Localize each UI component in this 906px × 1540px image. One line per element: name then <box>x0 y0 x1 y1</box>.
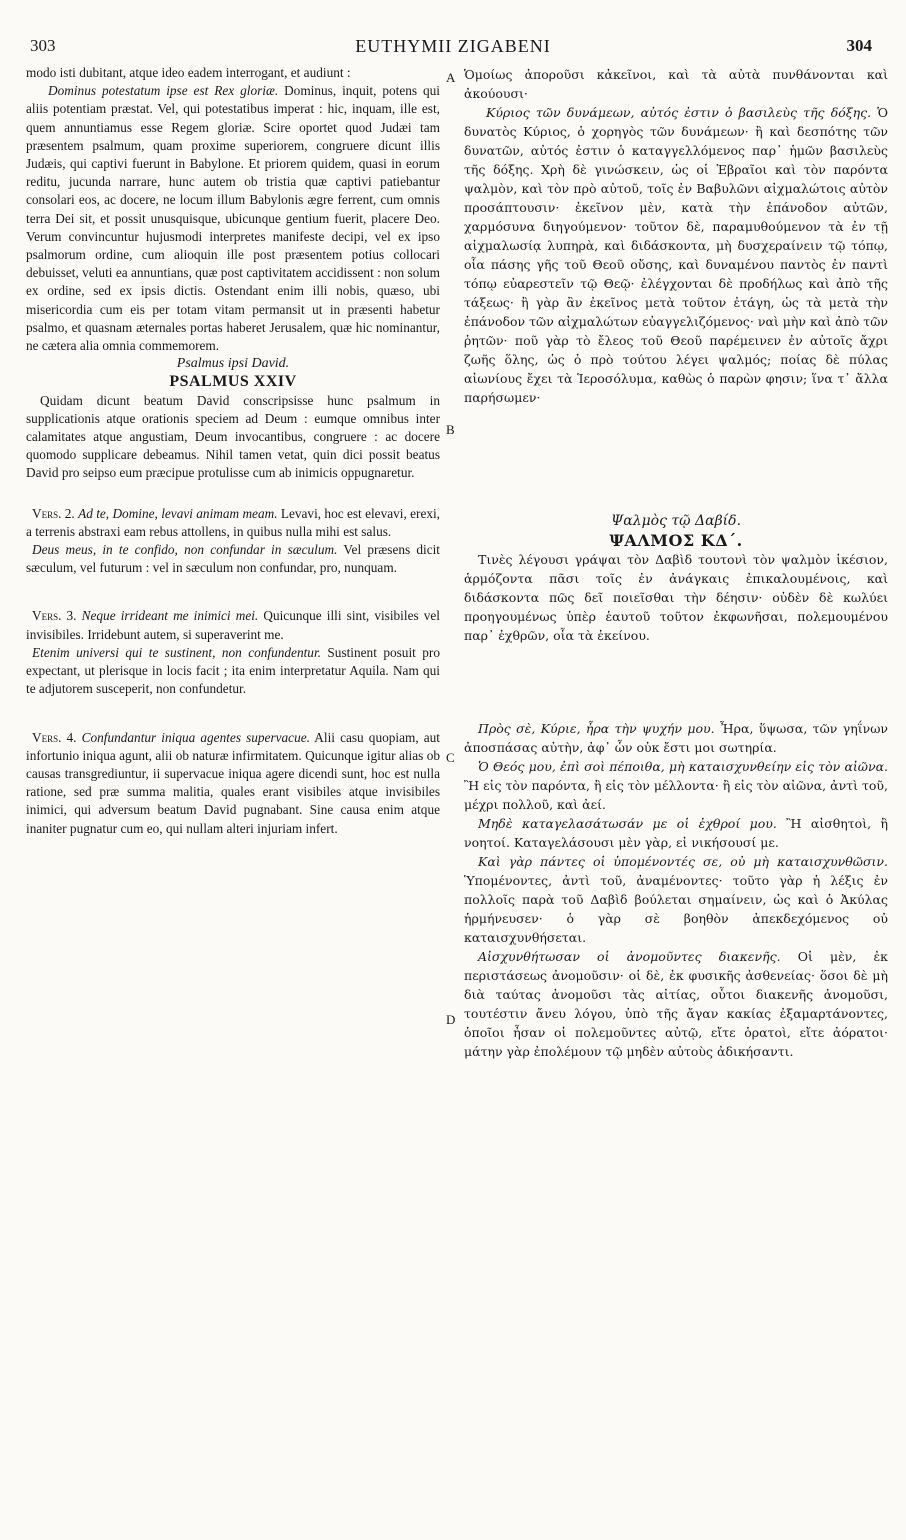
latin-commentary: Dominus, inquit, potens qui aliis potentiam præstat. Vel, qui potestatibus imperat : hic, inquam, ille est, quem annuntiamus esse Regem gloriæ. Scire oportet quod Judæi tam præsentem psalmum, quam proxime superiorem, congruere dicunt illis Judæis, qui captivi fuerunt in Babylone. Et priorem quidem, quasi in eorum reditu, jucunda narrare, hunc autem ob tristia quæ captivi patiebantur consolari eos, ac docere, ne locum illum Babylonis ægre ferrent, cum omnis terra Dei sit, et possit unusquisque, ubicunque gentium fuerit, placere Deo. Verum convincuntur hujusmodi interpretes manifeste decipi, vel ex ipso psalmorum ordine, cum alioquin ille post præsentem potius collocari debuisset, veluti ea annuntians, quæ post captivitatem accidissent : non solum ex ordine, sed ex ipsis dictis. Ostendant enim illi nobis, quæso, ubi misericordia cum eis per totam vitam permansit ut in præsenti habetur psalmo, et quasnam æternales portas haberet Jerusalem, quæ hic nominantur, ne cætera alia omnia commemorem. <box>26 83 440 354</box>
greek-commentary: Ὁ δυνατὸς Κύριος, ὁ χορηγὸς τῶν δυνάμεων· ἢ καὶ δεσπότης τῶν δυνατῶν, αὐτός ἐστιν ὁ καταγγελλόμενος παρ᾽ ἡμῶν βασιλεὺς τῆς δόξης. Χρὴ δὲ γινώσκειν, ὡς οἱ Ἑβραῖοι καὶ τὸν παρόντα ψαλμὸν, καὶ τὸν πρὸ αὐτοῦ, τοῖς ἐν Βαβυλῶνι αἰχμαλώτοις αὐτὸν προσάπτουσιν· ἐκεῖνον μὲν, κατὰ τὴν ἐπάνοδον αὐτῶν, χαρμόσυνα διηγούμενον· τοῦτον δὲ, παραμυθούμενον τὰ ἐν τῇ αἰχμαλωσίᾳ λυπηρὰ, καὶ διδάσκοντα, μὴ δυσχεραίνειν τῷ τόπῳ, οἷα πάσης γῆς τοῦ Θεοῦ οὔσης, καὶ δυναμένου παντὸς ἐν παντὶ τόπῳ εὐαρεστεῖν τῷ Θεῷ· ἐλέγχονται δὲ προδήλως καὶ ἀπὸ τῆς τάξεως· ἢ γὰρ ἂν ἐκεῖνος μετὰ τοῦτον ἐτάγη, ὡς τὰ μετὰ τὴν ἐπάνοδον τῶν αἰχμαλώτων εὐαγγελιζόμενος· ναὶ μὴν καὶ ἀπὸ τῶν ῥητῶν· ποῦ γὰρ τὸ ἔλεος τοῦ Θεοῦ παρέμεινεν ἐν αὐτοῖς ἄχρι ζωῆς ὅλης, ὡς ὁ πρὸ τούτου λέγει ψαλμός; ποίας δὲ πύλας αἰωνίους ἔχει τὰ Ἱεροσόλυμα, καθὼς ὁ παρὼν φησιν; ἵνα τ᾽ ἄλλα παρήσωμεν· <box>464 105 888 405</box>
latin-verse-lead: Neque irrideant me inimici mei. <box>81 608 259 624</box>
latin-verse-lead: Confundantur iniqua agentes supervacue. <box>81 729 310 745</box>
greek-commentary: Ὑπομένοντες, ἀντὶ τοῦ, ἀναμένοντες· τοῦτο γὰρ ἡ λέξις ἐν πολλοῖς παρὰ τοῦ Δαβὶδ βούλεται σημαίνειν, ὡς καὶ ὁ Ἀκύλας ἡρμήνευσεν· ὁ γὰρ σὲ βοηθὸν ἀπεκδεχόμενος οὐ καταισχυνθήσεται. <box>464 873 888 945</box>
greek-verse-3b <box>464 852 888 947</box>
latin-verse-lead: Dominus potestatum ipse est Rex gloriæ. <box>48 83 279 99</box>
latin-psalm-title: Psalmus ipsi David. <box>176 356 290 372</box>
greek-intro: Ὁμοίως ἀποροῦσι κἀκεῖνοι, καὶ τὰ αὐτὰ πυνθάνονται καὶ ἀκούουσι· <box>464 67 888 101</box>
latin-column <box>26 64 440 838</box>
greek-verse-4 <box>464 947 888 1061</box>
greek-commentary: Ἢ εἰς τὸν παρόντα, ἢ εἰς τὸν μέλλοντα· ἢ εἰς τὸν αἰῶνα, ἀντὶ τοῦ, μέχρι πολλοῦ, καὶ ἀεί. <box>464 778 888 812</box>
latin-verse-lead: Etenim universi qui te sustinent, non confundentur. <box>32 644 321 660</box>
latin-verse-lead: Deus meus, in te confido, non confundar in sæculum. <box>32 542 338 558</box>
latin-intro: modo isti dubitant, atque ideo eadem interrogant, et audiunt : <box>26 65 351 80</box>
greek-intro-2: Τινὲς λέγουσι γράψαι τὸν Δαβὶδ τουτονὶ τὸν ψαλμὸν ἱκέσιον, ἁρμόζοντα πᾶσι τοῖς ἐν ἀνάγκαις ἐπικαλουμένοις, καὶ διδάσκοντα πῶς δεῖ ποιεῖσθαι τὴν δέησιν· οὐδὲν δὲ κωλύει προηγουμένως ὑπὲρ ἑαυτοῦ τοῦτον ἐκφωνῆσαι, πολεμουμένου παρ᾽ ἐχθρῶν, οἷα τὰ ἐκείνου. <box>464 552 888 643</box>
margin-letter-c: C <box>446 750 455 765</box>
greek-verse-lead: Ὁ Θεός μου, ἐπὶ σοὶ πέποιθα, μὴ καταισχυνθείην εἰς τὸν αἰῶνα. <box>478 759 888 774</box>
greek-paragraph-1 <box>464 103 888 407</box>
latin-commentary: Vel præsens dicit sæculum, vel futurum : vel in sæculum non confundar, pro, nunquam. <box>26 542 440 576</box>
latin-commentary: Sustinent posuit pro expectant, ut plerisque in locis facit ; ita enim interpretatur Aquila. Nam qui te adjutorem susceperit, non confundetur. <box>26 644 440 697</box>
latin-commentary: Alii casu quopiam, aut infortunio iniqua agunt, alii ob naturæ infirmitatem. Quicunque igitur alias ob causas transgrediuntur, ii supervacue iniqua agere dicendi sunt, hoc est nulla ratione, sed præ summa malitia, quales erant visibiles atque invisibiles inimici, qui adversum beatum David pugnabant. Sine causa enim atque inaniter pugnatur cum eo, qui nullam alteri injuriam infert. <box>26 729 440 836</box>
latin-commentary: Levavi, hoc est elevavi, erexi, a terrenis abstraxi eam rebus attollens, in quibus nulla mihi est salus. <box>26 505 441 539</box>
latin-verse-3 <box>26 607 440 643</box>
greek-commentary: Ἢ αἰσθητοὶ, ἢ νοητοί. Καταγελάσουσι μὲν γὰρ, εἰ νικήσουσί με. <box>464 816 888 850</box>
greek-commentary: Οἱ μὲν, ἐκ περιστάσεως ἀνομοῦσιν· οἱ δὲ, ἐκ φυσικῆς ἀσθενείας· ὅσοι δὲ μὴ διὰ ταύτας ἀνομοῦσι τὰς αἰτίας, οὗτοι διακενῆς ἀνομοῦσι, τουτέστιν ἄνευ λόγου, ὑπὸ τῆς ἄγαν κακίας ἐξαμαρτάνοντες, ὁποῖοι ἦσαν οἱ πολεμοῦντες αὐτῷ, εἴτε ὁρατοὶ, εἴτε ἀόρατοι· μάτην γὰρ ἐπολέμουν τῷ μηδὲν αὐτοὺς ἀδικήσαντι. <box>464 949 888 1059</box>
margin-letter-a: A <box>446 70 456 85</box>
latin-intro-2: Quidam dicunt beatum David conscripsisse hunc psalmum in supplicationis atque orationis speciem ad Deum : eumque omnibus inter calamitates atque angustiam, Deum invocantibus, congruere : ac docere quomodo supplicare debeamus. Nihil tamen vetat, quin dici possit beatus David pro seipso eum præcipue protulisse cum ab inimicis oppugnaretur. <box>26 392 440 481</box>
latin-verse-3b <box>26 644 440 699</box>
latin-verse-label: Vers. 2. <box>32 505 75 521</box>
page-number-left: 303 <box>30 36 56 55</box>
greek-verse-lead: Καὶ γὰρ πάντες οἱ ὑπομένοντές σε, οὐ μὴ καταισχυνθῶσιν. <box>478 854 888 869</box>
latin-verse-lead: Ad te, Domine, levavi animam meam. <box>78 505 278 521</box>
greek-verse-2 <box>464 719 888 757</box>
latin-verse-label: Vers. 3. <box>32 608 77 624</box>
running-title: EUTHYMII ZIGABENI <box>355 36 551 56</box>
latin-paragraph-1 <box>26 82 440 355</box>
greek-verse-lead: Πρὸς σὲ, Κύριε, ἦρα τὴν ψυχήν μου. <box>478 721 715 736</box>
greek-verse-lead: Αἰσχυνθήτωσαν οἱ ἀνομοῦντες διακενῆς. <box>478 949 781 964</box>
margin-letter-d: D <box>446 1012 456 1027</box>
latin-verse-2b <box>26 541 440 577</box>
greek-psalm-number: ΨΑΛΜΟΣ ΚΔ΄. <box>609 531 743 550</box>
latin-psalm-number: PSALMUS XXIV <box>169 373 297 391</box>
latin-verse-label: Vers. 4. <box>32 729 77 745</box>
greek-commentary: Ἦρα, ὕψωσα, τῶν γηΐνων ἀποσπάσας αὐτὴν, ἀφ᾽ ὧν οὐκ ἔστι μοι σωτηρία. <box>464 721 888 755</box>
margin-letter-b: B <box>446 422 455 437</box>
latin-commentary: Quicunque illi sint, visibiles vel invisibiles. Irridebunt autem, si superaverint me. <box>26 608 440 642</box>
greek-verse-2b <box>464 757 888 814</box>
page-number-right: 304 <box>846 36 872 55</box>
latin-verse-2 <box>26 505 440 541</box>
greek-column <box>464 64 888 1061</box>
greek-psalm-title: Ψαλμὸς τῷ Δαβίδ. <box>610 513 742 529</box>
page-header <box>0 36 906 62</box>
greek-verse-3 <box>464 814 888 852</box>
greek-verse-lead: Κύριος τῶν δυνάμεων, αὐτός ἐστιν ὁ βασιλεὺς τῆς δόξης. <box>486 105 872 120</box>
latin-verse-4 <box>26 729 440 838</box>
greek-verse-lead: Μηδὲ καταγελασάτωσάν με οἱ ἐχθροί μου. <box>478 816 777 831</box>
